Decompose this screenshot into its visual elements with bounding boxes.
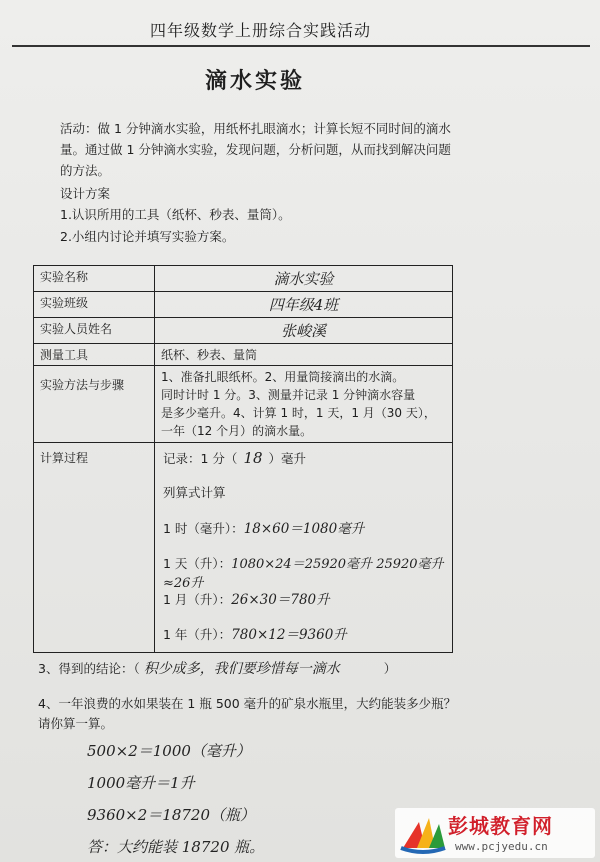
q4-work-1: 500×2＝1000（毫升）: [87, 742, 251, 760]
calc-month-label: 1 月（升）：: [163, 592, 232, 607]
method-line-4: 一年（12 个月）的滴水量。: [161, 424, 313, 438]
value-experimenter: 张峻溪: [155, 318, 453, 344]
question-4-line-2: 请你算一算。: [38, 716, 114, 731]
calc-day-work: 1080×24＝25920毫升 25920毫升≈26升: [163, 557, 444, 591]
conclusion-close: ）: [383, 661, 397, 676]
value-experiment-name: 滴水实验: [155, 266, 453, 292]
intro-line-1: 活动：做 1 分钟滴水实验，用纸杯扎眼滴水；计算长短不同时间的滴水: [60, 121, 451, 136]
intro-line-2: 量。通过做 1 分钟滴水实验，发现问题，分析问题，从而找到解决问题: [60, 142, 451, 157]
calc-list-heading: 列算式计算: [163, 485, 226, 500]
calc-item-hour: [163, 517, 364, 537]
form-row-name: [34, 266, 453, 292]
record-value: 18: [243, 449, 263, 467]
value-experiment-class: 四年级4班: [155, 292, 453, 318]
design-step-2: 2.小组内讨论并填写实验方案。: [60, 229, 235, 244]
conclusion-answer: 积少成多，我们要珍惜每一滴水: [143, 661, 340, 677]
calc-year-work: 780×12＝9360升: [231, 627, 347, 643]
label-experiment-name: 实验名称: [34, 266, 155, 292]
form-row-person: [34, 318, 453, 344]
design-heading: 设计方案: [60, 186, 111, 201]
form-row-tools: [34, 344, 453, 366]
calc-item-month: [163, 588, 330, 608]
label-tools: 测量工具: [34, 344, 155, 366]
q4-answer: 答：大约能装 18720 瓶。: [87, 838, 265, 856]
value-method: [155, 366, 453, 443]
q4-work-2: 1000毫升＝1升: [87, 774, 195, 792]
method-line-3: 是多少毫升。4、计算 1 时，1 天，1 月（30 天），: [161, 406, 436, 420]
intro-line-3: 的方法。: [60, 163, 111, 178]
question-4-line-1: 4、一年浪费的水如果装在 1 瓶 500 毫升的矿泉水瓶里，大约能装多少瓶？: [38, 696, 457, 711]
value-calc: [155, 443, 453, 653]
form-row-calc: [34, 443, 453, 653]
calc-record: [163, 449, 306, 467]
watermark-url: www.pcjyedu.cn: [455, 840, 548, 853]
watermark-name: 彭城教育网: [448, 814, 553, 838]
label-method: 实验方法与步骤: [34, 366, 155, 443]
conclusion: [38, 658, 396, 678]
record-suffix: ）毫升: [268, 451, 307, 466]
form-row-class: [34, 292, 453, 318]
header-rule: [12, 45, 590, 47]
label-experimenter: 实验人员姓名: [34, 318, 155, 344]
form-row-method: [34, 366, 453, 443]
q4-work-3: 9360×2＝18720（瓶）: [87, 806, 256, 824]
calc-item-day: [163, 553, 452, 591]
label-experiment-class: 实验班级: [34, 292, 155, 318]
experiment-form: [33, 265, 453, 653]
calc-day-label: 1 天（升）：: [163, 556, 232, 571]
conclusion-label: 3、得到的结论：（: [38, 661, 140, 676]
record-prefix: 记录：1 分（: [163, 451, 238, 466]
value-tools: 纸杯、秒表、量筒: [155, 344, 453, 366]
page-title: 滴水实验: [205, 69, 306, 94]
calc-hour-label: 1 时（毫升）：: [163, 521, 244, 536]
design-step-1: 1.认识所用的工具（纸杯、秒表、量筒）。: [60, 207, 291, 222]
header-title: 四年级数学上册综合实践活动: [150, 21, 372, 40]
calc-item-year: [163, 623, 347, 643]
method-line-1: 1、准备扎眼纸杯。2、用量筒接滴出的水滴。: [161, 370, 405, 384]
calc-hour-work: 18×60＝1080毫升: [243, 521, 365, 537]
calc-month-work: 26×30＝780升: [231, 592, 330, 608]
label-calc: 计算过程: [34, 443, 155, 653]
calc-year-label: 1 年（升）：: [163, 627, 232, 642]
method-line-2: 同时计时 1 分。3、测量并记录 1 分钟滴水容量: [161, 388, 416, 402]
